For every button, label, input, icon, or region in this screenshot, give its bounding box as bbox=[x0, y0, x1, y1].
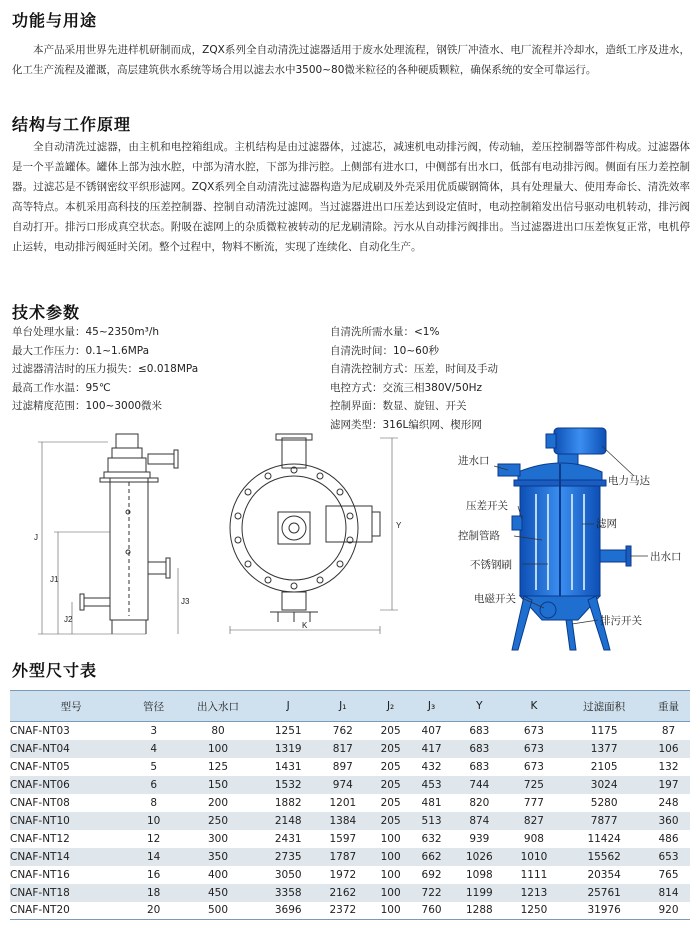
table-cell: 673 bbox=[523, 724, 544, 737]
table-cell: 15562 bbox=[561, 848, 647, 866]
table-cell: 722 bbox=[411, 884, 452, 902]
table-row bbox=[10, 758, 690, 776]
label-dp-switch: 压差开关 bbox=[466, 500, 508, 512]
param-item: 电控方式：交流三相380V/50Hz bbox=[330, 381, 483, 394]
table-cell: CNAF-NT16 bbox=[10, 868, 70, 881]
table-row bbox=[10, 794, 690, 812]
table-cell: 3 bbox=[150, 724, 157, 737]
side-elevation-drawing bbox=[28, 432, 198, 642]
table-cell: 4 bbox=[132, 740, 175, 758]
col-header: 重量 bbox=[647, 691, 690, 722]
table-cell: 2162 bbox=[316, 884, 371, 902]
table-cell: 100 bbox=[380, 832, 401, 845]
table-cell: 692 bbox=[421, 868, 442, 881]
table-cell: 6 bbox=[132, 776, 175, 794]
table-cell: 3696 bbox=[261, 902, 316, 920]
structure-paragraph: 全自动清洗过滤器，由主机和电控箱组成。主机结构是由过滤器体，过滤芯，减速机电动排污阀，传动轴，差压控制器等部件构成。过滤器体是一个平盖罐体。罐体上部为浊水腔，中部为清水腔，下部为排污腔。上侧部有进水口，中侧部有出水口，低部有电动排污阀。侧面有压力差控制器。过滤芯是不锈钢密纹平织形滤网。ZQX系列全自动清洗过滤器构造为尼成刷及外壳采用优质碳钢简体，具有处理量大、使用寿命长、清洗效率高等特点。本机采用高科技的压差控制器、控制自动清洗过滤网。当过滤器进出口压差达到设定值时，电动控制箱发出信号驱动电机转动，排污阀自动打开。排污口形成真空状态。附吸在滤网上的杂质微粒被转动的尼龙刷清除。污水从自动排污阀排出。当过滤器进出口压差恢复正常，电机停止运转，电动排污阀延时关闭。整个过程中，物料不断流，实现了连续化、自动化生产。 bbox=[12, 141, 690, 253]
table-cell: 744 bbox=[452, 776, 507, 794]
table-cell: 1250 bbox=[507, 902, 562, 920]
table-cell: 3358 bbox=[261, 884, 316, 902]
table-cell: 920 bbox=[647, 902, 690, 920]
col-header: J₁ bbox=[316, 691, 371, 722]
col-header: J bbox=[261, 691, 316, 722]
table-row bbox=[10, 884, 690, 902]
table-cell: 18 bbox=[132, 884, 175, 902]
table-cell: 87 bbox=[661, 724, 676, 737]
table-cell: CNAF-NT12 bbox=[10, 832, 70, 845]
param-item: 最大工作压力：0.1~1.6MPa bbox=[12, 344, 150, 357]
table-cell: 132 bbox=[658, 760, 679, 773]
table-cell: 1288 bbox=[452, 902, 507, 920]
param-item: 自清洗所需水量：<1% bbox=[330, 326, 440, 338]
table-cell: 205 bbox=[370, 812, 411, 830]
table-row bbox=[10, 848, 690, 866]
table-cell: 1175 bbox=[590, 724, 618, 737]
table-cell: CNAF-NT08 bbox=[10, 796, 70, 809]
col-header: K bbox=[507, 691, 562, 722]
col-header: 型号 bbox=[10, 691, 132, 722]
param-item: 最高工作水温：95℃ bbox=[12, 381, 111, 394]
table-cell: 827 bbox=[507, 812, 562, 830]
table-cell: 400 bbox=[207, 868, 229, 881]
table-cell: 20 bbox=[132, 902, 175, 920]
param-item: 自清洗控制方式：压差，时间及手动 bbox=[330, 363, 498, 375]
label-screen: 滤网 bbox=[596, 518, 617, 530]
table-cell: 1882 bbox=[274, 796, 302, 809]
table-cell: 683 bbox=[469, 724, 490, 737]
top-plan-drawing bbox=[220, 432, 420, 642]
table-cell: 12 bbox=[146, 832, 161, 845]
label-solenoid: 电磁开关 bbox=[474, 593, 516, 605]
table-cell: 205 bbox=[380, 724, 401, 737]
dim-label-y: Y bbox=[396, 521, 402, 530]
col-header: 出入水口 bbox=[175, 691, 261, 722]
table-cell: 1199 bbox=[452, 884, 507, 902]
table-cell: 80 bbox=[211, 724, 225, 737]
table-cell: 25761 bbox=[561, 884, 647, 902]
param-item: 单台处理水量：45~2350m³/h bbox=[12, 326, 160, 338]
table-cell: 100 bbox=[175, 740, 261, 758]
table-cell: 100 bbox=[370, 884, 411, 902]
table-cell: 1377 bbox=[561, 740, 647, 758]
table-cell: 683 bbox=[452, 740, 507, 758]
table-cell: 125 bbox=[207, 760, 229, 773]
table-row bbox=[10, 902, 690, 920]
table-cell: 1384 bbox=[316, 812, 371, 830]
table-cell: 106 bbox=[647, 740, 690, 758]
table-cell: 205 bbox=[370, 776, 411, 794]
table-cell: 2148 bbox=[261, 812, 316, 830]
table-row bbox=[10, 812, 690, 830]
table-cell: 360 bbox=[647, 812, 690, 830]
table-cell: CNAF-NT14 bbox=[10, 848, 132, 866]
table-cell: 1431 bbox=[274, 760, 302, 773]
table-cell: 939 bbox=[469, 832, 490, 845]
table-row bbox=[10, 740, 690, 758]
table-cell: 14 bbox=[132, 848, 175, 866]
table-cell: 1201 bbox=[329, 796, 357, 809]
table-cell: 2431 bbox=[274, 832, 302, 845]
table-cell: 1098 bbox=[465, 868, 493, 881]
table-cell: 1972 bbox=[329, 868, 357, 881]
label-drain: 排污开关 bbox=[600, 615, 642, 627]
table-cell: 817 bbox=[316, 740, 371, 758]
table-cell: 3050 bbox=[274, 868, 302, 881]
table-cell: 3024 bbox=[561, 776, 647, 794]
table-cell: CNAF-NT20 bbox=[10, 902, 132, 920]
table-cell: 1026 bbox=[452, 848, 507, 866]
table-cell: 5 bbox=[150, 760, 157, 773]
table-cell: 2105 bbox=[590, 760, 618, 773]
table-cell: 450 bbox=[175, 884, 261, 902]
table-cell: 673 bbox=[507, 740, 562, 758]
label-inlet: 进水口 bbox=[458, 455, 490, 467]
table-body bbox=[10, 722, 690, 920]
table-cell: 1010 bbox=[507, 848, 562, 866]
table-cell: CNAF-NT06 bbox=[10, 776, 132, 794]
function-paragraph: 本产品采用世界先进样机研制而成，ZQX系列全自动清洗过滤器适用于废水处理流程，钢铁厂冲渣水、电厂流程并冷却水，造纸工序及进水，化工生产流程及灌溉，高层建筑供水系统等场合用以滤去水中3500~80微米粒径的各种硬质颗粒，确保系统的安全可靠运行。 bbox=[12, 44, 690, 76]
table-cell: 897 bbox=[332, 760, 353, 773]
section-title-params: 技术参数 bbox=[12, 303, 81, 322]
table-cell: 486 bbox=[658, 832, 679, 845]
table-cell: 760 bbox=[411, 902, 452, 920]
params-right-list bbox=[330, 323, 498, 434]
table-cell: 662 bbox=[411, 848, 452, 866]
table-cell: 100 bbox=[380, 868, 401, 881]
table-cell: 974 bbox=[316, 776, 371, 794]
table-cell: 150 bbox=[175, 776, 261, 794]
table-cell: 453 bbox=[411, 776, 452, 794]
table-cell: CNAF-NT04 bbox=[10, 740, 132, 758]
table-cell: 100 bbox=[370, 902, 411, 920]
table-cell: 1251 bbox=[274, 724, 302, 737]
table-cell: 8 bbox=[150, 796, 157, 809]
table-cell: 205 bbox=[370, 740, 411, 758]
col-header: Y bbox=[452, 691, 507, 722]
label-brush: 不锈钢刷 bbox=[470, 559, 512, 571]
table-cell: 1532 bbox=[261, 776, 316, 794]
table-cell: 1213 bbox=[507, 884, 562, 902]
param-item: 自清洗时间：10~60秒 bbox=[330, 344, 440, 357]
table-row bbox=[10, 830, 690, 848]
table-cell: CNAF-NT03 bbox=[10, 724, 70, 737]
params-left-list bbox=[12, 323, 198, 416]
table-cell: 248 bbox=[658, 796, 679, 809]
label-outlet: 出水口 bbox=[650, 551, 682, 563]
table-cell: 20354 bbox=[587, 868, 621, 881]
table-cell: 2735 bbox=[261, 848, 316, 866]
table-cell: 250 bbox=[175, 812, 261, 830]
table-cell: 814 bbox=[647, 884, 690, 902]
table-cell: CNAF-NT10 bbox=[10, 812, 132, 830]
col-header: J₃ bbox=[411, 691, 452, 722]
table-cell: 100 bbox=[370, 848, 411, 866]
table-cell: 432 bbox=[421, 760, 442, 773]
table-cell: CNAF-NT18 bbox=[10, 884, 132, 902]
table-cell: 1787 bbox=[316, 848, 371, 866]
table-cell: 683 bbox=[469, 760, 490, 773]
section-title-function: 功能与用途 bbox=[12, 11, 98, 30]
table-cell: 777 bbox=[523, 796, 544, 809]
col-header: 管径 bbox=[132, 691, 175, 722]
param-item: 过滤精度范围：100~3000微米 bbox=[12, 400, 163, 412]
table-cell: 407 bbox=[421, 724, 442, 737]
label-pipe: 控制管路 bbox=[458, 530, 500, 542]
table-cell: 417 bbox=[411, 740, 452, 758]
table-cell: 16 bbox=[146, 868, 161, 881]
table-cell: 300 bbox=[207, 832, 229, 845]
table-cell: 31976 bbox=[561, 902, 647, 920]
table-cell: 908 bbox=[523, 832, 544, 845]
table-cell: 10 bbox=[132, 812, 175, 830]
param-item: 控制界面：数显、旋钮、开关 bbox=[330, 400, 467, 412]
dim-label-k: K bbox=[302, 621, 308, 630]
dim-label-j1: J1 bbox=[50, 575, 59, 584]
table-cell: 762 bbox=[332, 724, 353, 737]
section-title-structure: 结构与工作原理 bbox=[12, 115, 132, 134]
table-cell: 205 bbox=[380, 796, 401, 809]
table-cell: 1319 bbox=[261, 740, 316, 758]
table-cell: 513 bbox=[411, 812, 452, 830]
cutaway-illustration bbox=[452, 424, 692, 654]
table-cell: 500 bbox=[175, 902, 261, 920]
table-cell: 653 bbox=[647, 848, 690, 866]
table-cell: 2372 bbox=[316, 902, 371, 920]
table-cell: 874 bbox=[452, 812, 507, 830]
table-row bbox=[10, 722, 690, 740]
table-cell: 200 bbox=[207, 796, 229, 809]
section-title-dimensions: 外型尺寸表 bbox=[12, 661, 98, 680]
col-header: J₂ bbox=[370, 691, 411, 722]
dim-label-j: J bbox=[34, 533, 38, 542]
table-cell: 1111 bbox=[520, 868, 548, 881]
table-cell: 481 bbox=[421, 796, 442, 809]
table-cell: 820 bbox=[469, 796, 490, 809]
table-cell: CNAF-NT05 bbox=[10, 760, 70, 773]
table-row bbox=[10, 866, 690, 884]
dimensions-table bbox=[10, 690, 690, 920]
table-cell: 197 bbox=[647, 776, 690, 794]
dim-label-j2: J2 bbox=[64, 615, 73, 624]
table-cell: 1597 bbox=[329, 832, 357, 845]
table-cell: 673 bbox=[523, 760, 544, 773]
table-cell: 765 bbox=[658, 868, 679, 881]
table-cell: 11424 bbox=[587, 832, 621, 845]
table-row bbox=[10, 776, 690, 794]
col-header: 过滤面积 bbox=[561, 691, 647, 722]
param-item: 滤网类型：316L编织网、楔形网 bbox=[330, 418, 482, 431]
table-header-row bbox=[10, 691, 690, 722]
dim-label-j3: J3 bbox=[181, 597, 190, 606]
table-cell: 725 bbox=[507, 776, 562, 794]
table-cell: 632 bbox=[421, 832, 442, 845]
table-cell: 350 bbox=[175, 848, 261, 866]
table-cell: 7877 bbox=[561, 812, 647, 830]
label-motor: 电力马达 bbox=[608, 475, 650, 487]
table-cell: 5280 bbox=[590, 796, 618, 809]
param-item: 过滤器清洁时的压力损失：≤0.018MPa bbox=[12, 363, 199, 375]
table-cell: 205 bbox=[380, 760, 401, 773]
